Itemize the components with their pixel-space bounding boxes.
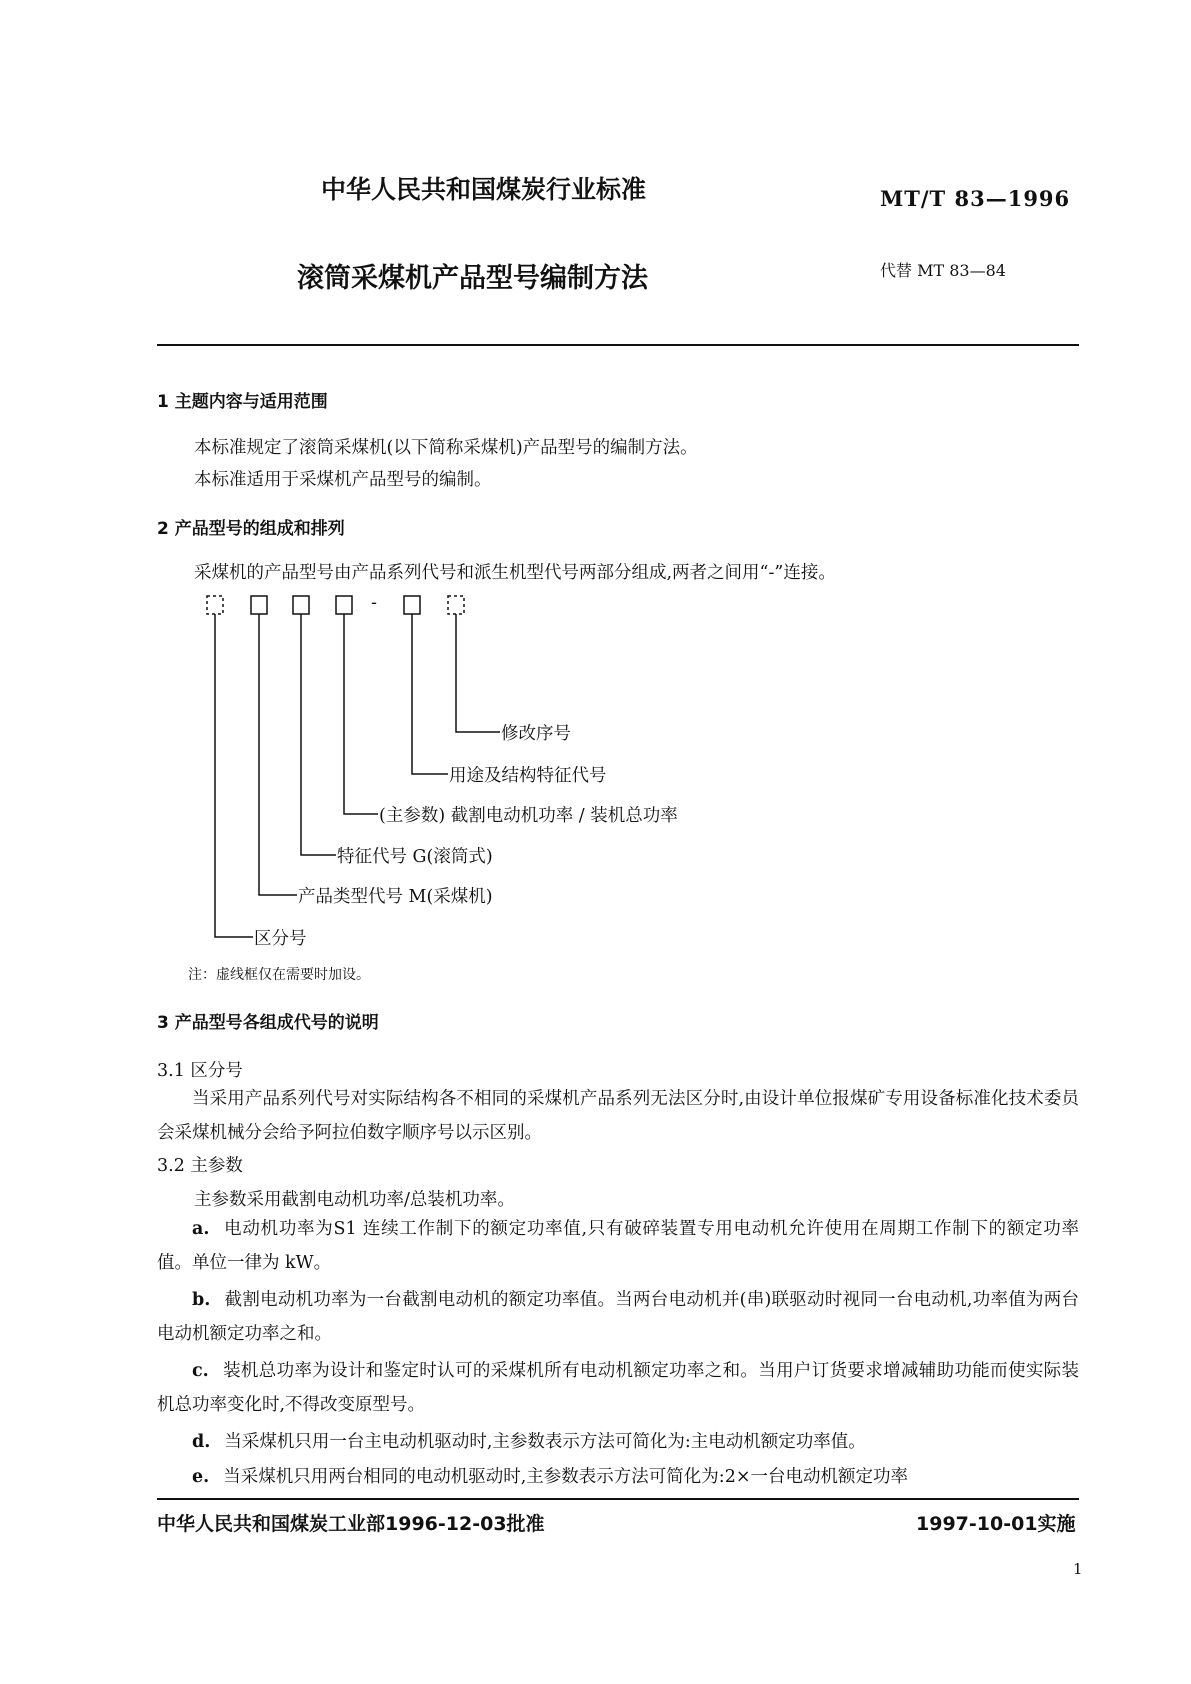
dashed-box-revision-number bbox=[448, 596, 464, 614]
list-item-label: a. bbox=[192, 1219, 210, 1239]
list-item-label: e. bbox=[192, 1467, 210, 1487]
section-1-heading: 1 主题内容与适用范围 bbox=[157, 392, 328, 412]
diagram-note: 注：虚线框仅在需要时加设。 bbox=[188, 967, 370, 983]
label-revision-number: 修改序号 bbox=[501, 724, 571, 744]
label-product-type-code: 产品类型代号 M(采煤机) bbox=[298, 887, 493, 907]
list-item-label: b. bbox=[192, 1290, 211, 1310]
effective-date: 1997-10-01实施 bbox=[916, 1513, 1076, 1535]
label-main-parameter: (主参数) 截割电动机功率 / 装机总功率 bbox=[379, 806, 678, 826]
section-3-2-paragraph: 主参数采用截割电动机功率/总装机功率。 bbox=[194, 1190, 515, 1210]
list-item-text: 截割电动机功率为一台截割电动机的额定功率值。当两台电动机并(串)联驱动时视同一台电动机,功率值为两台电动机额定功率之和。 bbox=[157, 1290, 1079, 1344]
box-product-type-code bbox=[251, 596, 267, 614]
section-2-heading: 2 产品型号的组成和排列 bbox=[157, 519, 345, 539]
box-main-parameter bbox=[336, 596, 352, 614]
list-item-text: 装机总功率为设计和鉴定时认可的采煤机所有电动机额定功率之和。当用户订货要求增减辅助功能而使实际装机总功率变化时,不得改变原型号。 bbox=[157, 1361, 1079, 1415]
section-3-1-paragraph: 当采用产品系列代号对实际结构各不相同的采煤机产品系列无法区分时,由设计单位报煤矿专用设备标准化技术委员会采煤机械分会给予阿拉伯数字顺序号以示区别。 bbox=[157, 1089, 1079, 1143]
section-3-1-heading: 3.1 区分号 bbox=[157, 1061, 243, 1081]
list-item-text: 电动机功率为S1 连续工作制下的额定功率值,只有破碎装置专用电动机允许使用在周期工作制下的额定功率值。单位一律为 kW。 bbox=[157, 1219, 1079, 1273]
footer-rule bbox=[157, 1498, 1079, 1500]
line-product-type bbox=[259, 614, 297, 895]
list-item-b bbox=[157, 1283, 1079, 1351]
line-main-parameter bbox=[344, 614, 378, 814]
section-2-paragraph: 采煤机的产品型号由产品系列代号和派生机型代号两部分组成,两者之间用“-”连接。 bbox=[194, 563, 836, 583]
section-1-paragraph-2: 本标准适用于采煤机产品型号的编制。 bbox=[194, 470, 492, 490]
list-item-c bbox=[157, 1354, 1079, 1422]
list-item-a bbox=[157, 1212, 1079, 1280]
label-distinction-number: 区分号 bbox=[254, 929, 307, 949]
list-item-text: 当采煤机只用一台主电动机驱动时,主参数表示方法可简化为:主电动机额定功率值。 bbox=[224, 1432, 866, 1452]
approval-line: 中华人民共和国煤炭工业部1996-12-03批准 bbox=[157, 1513, 545, 1535]
org-title: 中华人民共和国煤炭行业标准 bbox=[321, 175, 647, 204]
line-revision-number bbox=[456, 614, 500, 732]
diagram-dash: - bbox=[371, 593, 377, 613]
box-purpose-structure-code bbox=[404, 596, 420, 614]
standard-code: MT/T 83—1996 bbox=[880, 186, 1071, 211]
dashed-box-distinction-number bbox=[207, 596, 223, 614]
list-item-label: d. bbox=[192, 1432, 211, 1452]
list-item-label: c. bbox=[192, 1361, 209, 1381]
line-purpose-structure bbox=[412, 614, 448, 774]
section-3-heading: 3 产品型号各组成代号的说明 bbox=[157, 1013, 379, 1033]
line-feature-code bbox=[301, 614, 336, 855]
list-item-d bbox=[157, 1425, 1079, 1459]
section-1-paragraph-1: 本标准规定了滚筒采煤机(以下简称采煤机)产品型号的编制方法。 bbox=[194, 438, 698, 458]
list-item-e bbox=[157, 1460, 1079, 1494]
document-title: 滚筒采煤机产品型号编制方法 bbox=[297, 263, 648, 294]
replaces-note: 代替 MT 83—84 bbox=[880, 261, 1006, 280]
label-feature-code: 特征代号 G(滚筒式) bbox=[337, 847, 493, 867]
box-feature-code bbox=[293, 596, 309, 614]
page-number: 1 bbox=[1073, 1560, 1083, 1578]
section-3-2-heading: 3.2 主参数 bbox=[157, 1156, 243, 1176]
list-item-text: 当采煤机只用两台相同的电动机驱动时,主参数表示方法可简化为:2×一台电动机额定功率 bbox=[223, 1467, 908, 1487]
label-purpose-structure-code: 用途及结构特征代号 bbox=[449, 766, 607, 786]
line-distinction-number bbox=[215, 614, 253, 937]
